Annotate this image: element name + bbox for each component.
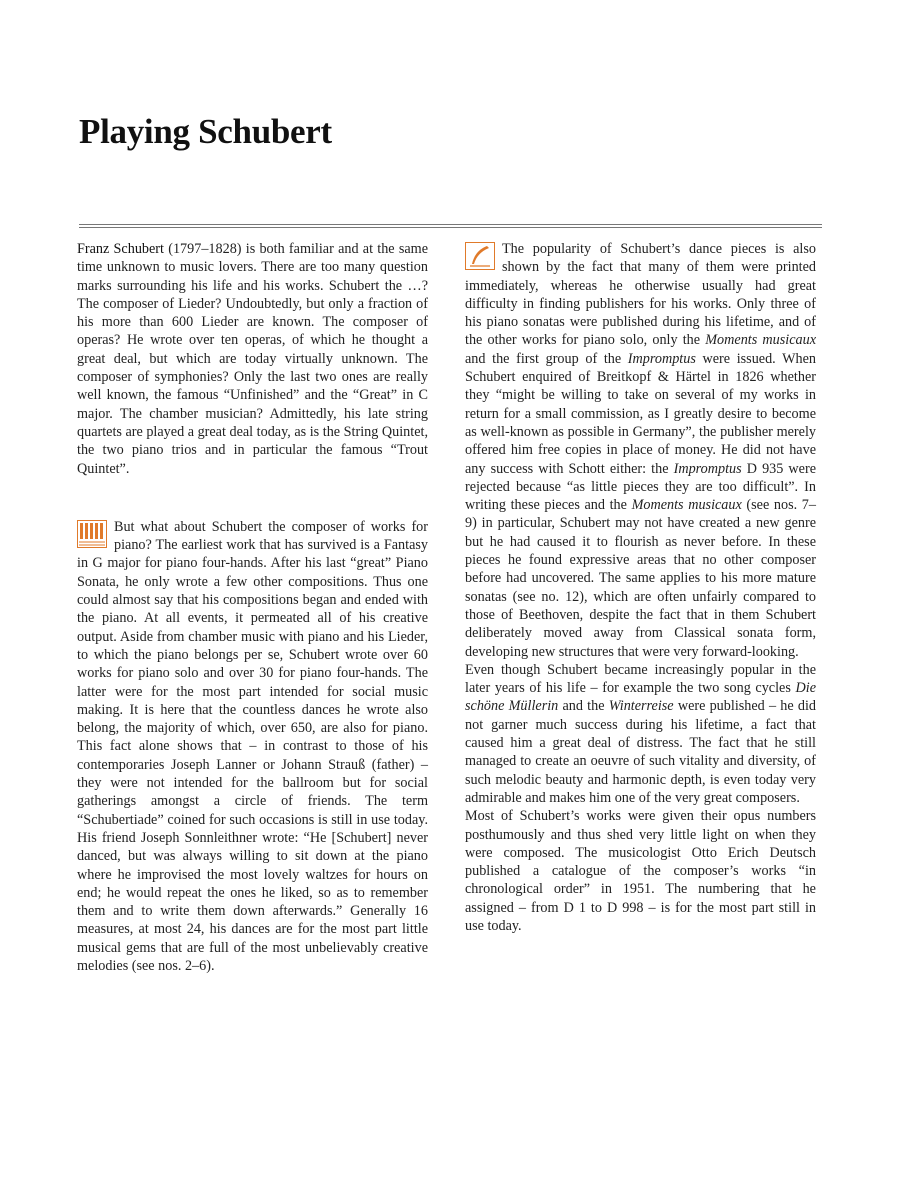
composer-name: Franz Schubert (77, 241, 164, 257)
left-column (77, 240, 428, 975)
intro-paragraph: Franz Schubert (1797–1828) is both familiar and at the same time unknown to music lovers. There are too many question marks surrounding his life and his works. Schubert the …? The composer of Lieder? Undoubtedly, but only a fraction of his more than 600 Lieder are known. The composer of operas? He wrote over ten operas, of which he thought a great deal, but which are today virtually unknown. The composer of symphonies? Only the last two ones are really well known, the famous “Unfinished” and the “Great” in C major. The chamber musician? Admittedly, his late string quartets are played a great deal today, as is the String Quintet, the two piano trios and in particular the famous “Trout Quintet”. (77, 241, 428, 477)
page-title: Playing Schubert (79, 112, 332, 151)
piano-keys-icon (77, 520, 107, 553)
piano-works-paragraph: But what about Schubert the composer of works for piano? The earliest work that has survived is a Fantasy in G major for piano four-hands. After his last “great” Piano Sonata, he only wrote a few other compositions. Thus one could almost say that his compositions began and ended with the piano. At all events, it permeated all of his creative output. Aside from chamber music with piano and his Lieder, to which the piano belongs per se, Schubert wrote over 60 works for piano solo and over 30 for piano four-hands. The latter were for the most part intended for social music making. It is here that the countless dances he wrote also belong, the majority of which, over 650, are also for piano. This fact alone shows that – in contrast to those of his contemporaries Joseph Lanner or Johann Strauß (father) – they were not intended for the ballroom but for social gatherings amongst a circle of friends. The term “Schubertiade” coined for such occasions is still in use today. His friend Joseph Sonnleithner wrote: “He [Schubert] never danced, but was always willing to sit down at the piano where he improvised the most lovely waltzes for hours on end; he would repeat the ones he liked, so as to remember them and to write them down afterwards.” Generally 16 measures, at most 24, his dances are for the most part little musical gems that are full of the most unbelievably creative melodies (see nos. 2–6). (77, 518, 428, 974)
quill-pen-icon (465, 242, 495, 275)
title-divider (79, 224, 822, 228)
deutsch-catalogue-paragraph: Most of Schubert’s works were given their opus numbers posthumously and thus shed very little light on when they were composed. The musicologist Otto Erich Deutsch published a catalogue of the composer’s works “in chronological order” in 1951. The numbering that he assigned – from D 1 to D 998 – is for the most part still in use today. (465, 808, 816, 934)
dance-pieces-paragraph: The popularity of Schubert’s dance pieces is also shown by the fact that many of them were printed immediately, whereas he otherwise usually had great difficulty in finding publishers for his works. Only three of his piano sonatas were published during his lifetime, and of the other works for piano solo, only the Moments musicaux and the first group of the Impromptus were issued. When Schubert enquired of Breitkopf & Härtel in 1826 whether they “might be willing to take on several of my works in return for a small commission, as I greatly desire to become as well-known as possible in Germany”, the publisher merely offered him free copies in place of money. He did not have any success with Schott either: the Impromptus D 935 were rejected because “as little pieces they are too difficult”. In writing these pieces and the Moments musicaux (see nos. 7–9) in particular, Schubert may not have created a new genre but he had caused it to flourish as never before. In these pieces he found expressive areas that no other composer before had uncovered. The same applies to his more mature sonatas (see no. 12), which are often unfairly compared to those of Beethoven, despite the fact that in them Schubert deliberately moved away from Classical sonata form, developing new structures that were very forward-looking. (465, 241, 816, 660)
later-years-paragraph: Even though Schubert became increasingly popular in the later years of his life – for example the two song cycles Die schöne Müllerin and the Winterreise were published – he did not garner much success during his lifetime, a fact that caused him a great deal of distress. The fact that he still managed to create an oeuvre of such vitality and diversity, of such melodic beauty and harmonic depth, is even today very admirable and makes him one of the very great composers. (465, 661, 816, 806)
right-column (465, 240, 816, 935)
